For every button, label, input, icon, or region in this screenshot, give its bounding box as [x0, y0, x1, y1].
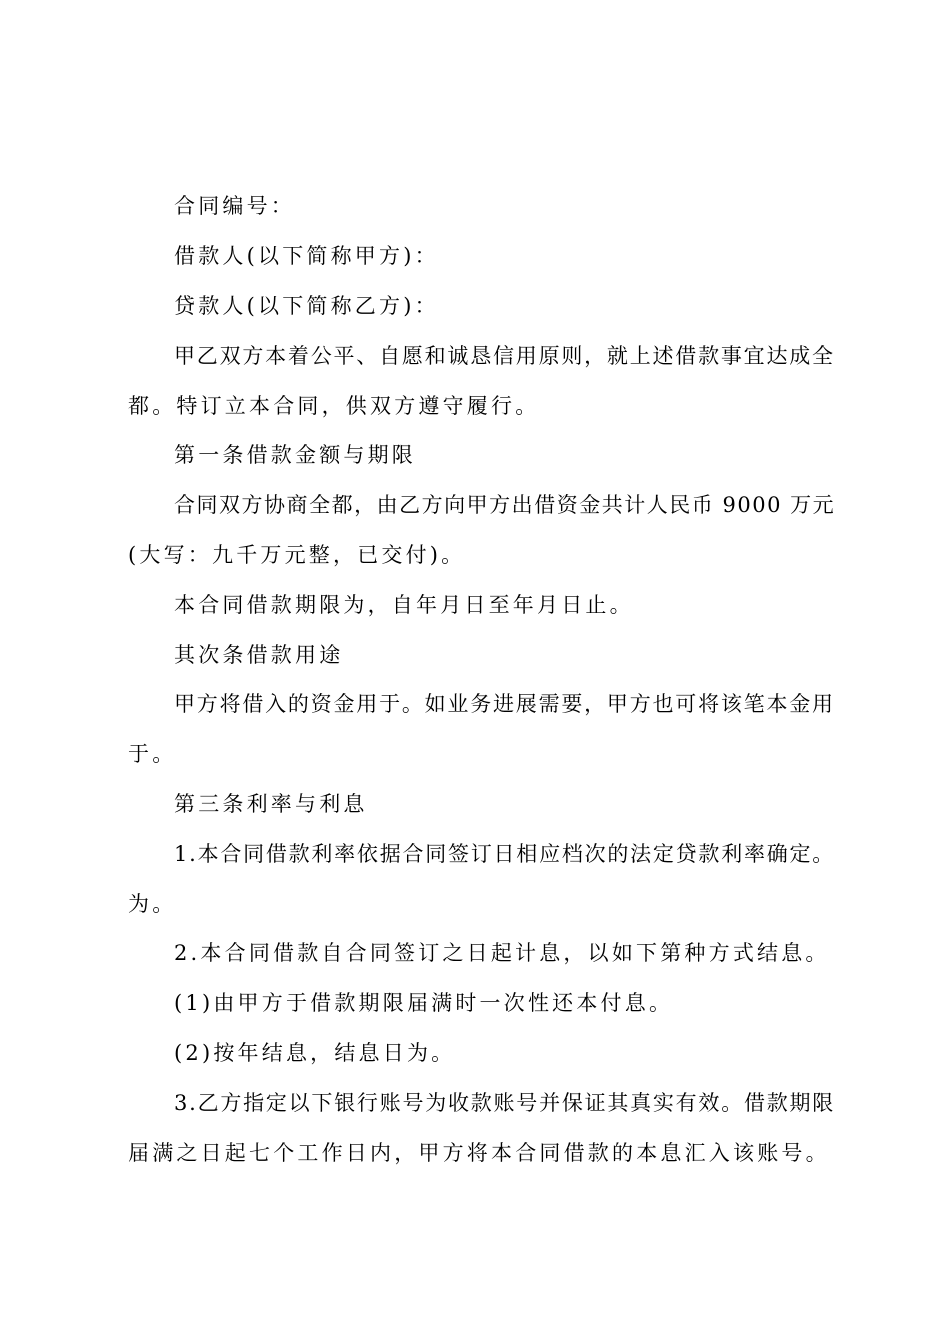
contract-number-label: 合同编号： — [174, 194, 295, 218]
article1-title: 第一条借款金额与期限 — [174, 443, 416, 467]
article1-term: 本合同借款期限为，自年月日至年月日止。 — [174, 593, 634, 617]
article3-item3-line-2: 届满之日起七个工作日内，甲方将本合同借款的本息汇入该账号。 — [128, 1141, 830, 1165]
article3-item3-line-1: 3.乙方指定以下银行账号为收款账号并保证其真实有效。借款期限 — [174, 1091, 836, 1115]
borrower-line: 借款人(以下简称甲方)： — [174, 244, 439, 268]
article3-item2-option-1: (1)由甲方于借款期限届满时一次性还本付息。 — [174, 991, 674, 1015]
article2-title: 其次条借款用途 — [174, 643, 344, 667]
intro-paragraph-line-2: 都。特订立本合同，供双方遵守履行。 — [128, 394, 540, 418]
article3-item2: 2.本合同借款自合同签订之日起计息，以如下第种方式结息。 — [174, 941, 830, 965]
article2-purpose-line-1: 甲方将借入的资金用于。如业务进展需要，甲方也可将该笔本金用 — [174, 692, 835, 716]
article1-amount-line-1: 合同双方协商全都，由乙方向甲方出借资金共计人民币 9000 万元 — [174, 493, 836, 517]
intro-paragraph-line-1: 甲乙双方本着公平、自愿和诚恳信用原则，就上述借款事宜达成全 — [174, 344, 835, 368]
article1-amount-line-2: (大写：九千万元整，已交付)。 — [128, 543, 466, 567]
article3-item1-line-1: 1.本合同借款利率依据合同签订日相应档次的法定贷款利率确定。 — [174, 842, 836, 866]
lender-line: 贷款人(以下简称乙方)： — [174, 294, 439, 318]
article2-purpose-line-2: 于。 — [128, 742, 177, 766]
article3-item1-line-2: 为。 — [128, 892, 177, 916]
article3-title: 第三条利率与利息 — [174, 792, 368, 816]
article3-item2-option-2: (2)按年结息，结息日为。 — [174, 1041, 456, 1065]
